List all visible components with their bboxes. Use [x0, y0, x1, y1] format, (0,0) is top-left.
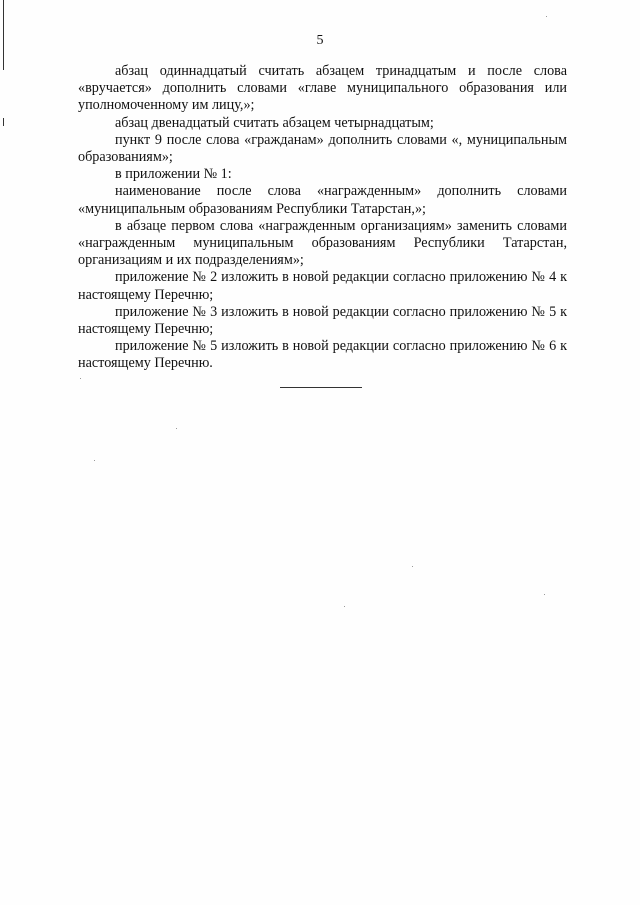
- scan-edge-mark: [3, 118, 4, 126]
- paragraph-4: в приложении № 1:: [115, 166, 232, 183]
- scan-speck: [412, 566, 413, 567]
- paragraph-9: приложение № 5 изложить в новой редакции согласно приложению № 6 к настоящему Перечню.: [78, 338, 567, 372]
- paragraph-2: абзац двенадцатый считать абзацем четырнадцатым;: [115, 114, 434, 131]
- scan-speck: [80, 378, 81, 379]
- paragraph-1: абзац одиннадцатый считать абзацем тринадцатым и после слова «вручается» дополнить словами «главе муниципального образования или уполномоченному им лицу,»;: [78, 63, 567, 114]
- paragraph-8: приложение № 3 изложить в новой редакции согласно приложению № 5 к настоящему Перечню;: [78, 303, 567, 338]
- paragraph-3: пункт 9 после слова «гражданам» дополнить словами «, муниципальным образованиям»;: [78, 131, 567, 166]
- scan-speck: [94, 460, 95, 461]
- paragraph-5: наименование после слова «награжденным» дополнить словами «муниципальным образованиям Республики Татарстан,»;: [78, 183, 567, 217]
- paragraph-6: в абзаце первом слова «награжденным организациям» заменить словами «награжденным муниципальным образованиям Республики Татарстан, организациям и их подразделениям»;: [78, 217, 567, 269]
- scan-speck: [176, 428, 177, 429]
- scan-speck: [544, 594, 545, 595]
- document-body: [78, 63, 567, 373]
- paragraph-7: приложение № 2 изложить в новой редакции согласно приложению № 4 к настоящему Перечню;: [78, 269, 567, 303]
- scan-speck: [344, 606, 345, 607]
- page-number: 5: [316, 33, 324, 48]
- end-rule: [280, 387, 362, 388]
- scan-speck: [546, 16, 547, 17]
